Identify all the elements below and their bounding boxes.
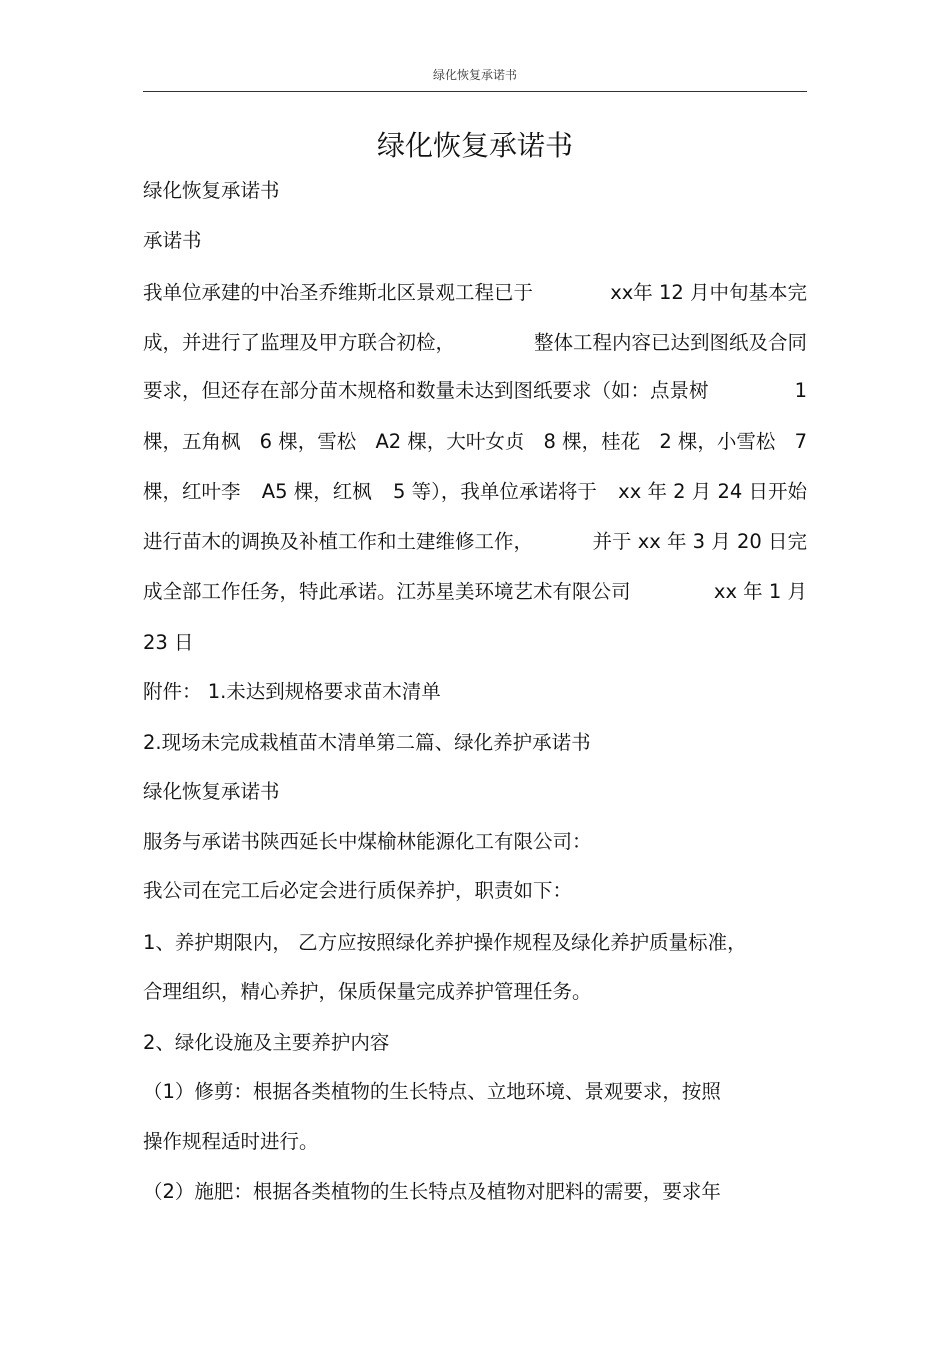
text-segment: 进行苗木的调换及补植工作和土建维修工作， (143, 530, 534, 553)
body-line: 我公司在完工后必定会进行质保养护，职责如下： (143, 879, 573, 902)
text-segment: 棵，五角枫 (143, 430, 241, 453)
text-segment: xx 年 1 月 (713, 580, 807, 603)
body-line: （2）施肥：根据各类植物的生长特点及植物对肥料的需要，要求年 (143, 1180, 721, 1203)
text-segment: A5 棵，红枫 (261, 480, 372, 503)
text-segment: 要求，但还存在部分苗木规格和数量未达到图纸要求（如：点景树 (143, 379, 709, 402)
section-heading: 绿化恢复承诺书 (143, 780, 280, 803)
text-segment: A2 棵，大叶女贞 (375, 430, 525, 453)
text-segment: 成，并进行了监理及甲方联合初检， (143, 331, 456, 354)
text-segment: 并于 xx 年 3 月 20 日完 (592, 530, 807, 553)
body-line: 2、绿化设施及主要养护内容 (143, 1031, 390, 1054)
paragraph-heading: 绿化恢复承诺书 (143, 179, 280, 202)
attachment-line: 2.现场未完成栽植苗木清单第二篇、绿化养护承诺书 (143, 731, 591, 754)
text-segment: 5 等），我单位承诺将于 (393, 480, 597, 503)
body-line (143, 429, 807, 455)
text-segment: xx 年 2 月 24 日开始 (618, 480, 807, 503)
body-line: 操作规程适时进行。 (143, 1130, 319, 1153)
paragraph-subheading: 承诺书 (143, 229, 202, 252)
body-line (143, 479, 807, 505)
body-line: （1）修剪：根据各类植物的生长特点、立地环境、景观要求，按照 (143, 1080, 721, 1103)
text-segment: 我单位承建的中冶圣乔维斯北区景观工程已于 (143, 281, 534, 304)
document-title: 绿化恢复承诺书 (376, 129, 573, 162)
text-segment: 整体工程内容已达到图纸及合同 (533, 331, 807, 354)
text-segment: 8 棵，桂花 (543, 430, 641, 453)
text-segment: xx年 12 月中旬基本完 (610, 281, 807, 304)
body-line: 1、养护期限内， 乙方应按照绿化养护操作规程及绿化养护质量标准， (143, 931, 747, 954)
header-divider (143, 91, 807, 92)
body-line (143, 529, 807, 555)
body-line (143, 579, 807, 605)
text-segment: 6 棵，雪松 (259, 430, 357, 453)
body-line (143, 378, 807, 404)
text-segment: 7 (794, 430, 807, 453)
text-segment: 成全部工作任务，特此承诺。江苏星美环境艺术有限公司 (143, 580, 631, 603)
body-line: 合理组织，精心养护，保质保量完成养护管理任务。 (143, 980, 592, 1003)
body-line (143, 330, 807, 356)
running-header: 绿化恢复承诺书 (432, 68, 517, 82)
attachment-line: 附件： 1.未达到规格要求苗木清单 (143, 680, 441, 703)
body-line: 23 日 (143, 631, 194, 654)
text-segment: 2 棵，小雪松 (659, 430, 776, 453)
body-line (143, 280, 807, 306)
body-line: 服务与承诺书陕西延长中煤榆林能源化工有限公司： (143, 830, 592, 853)
text-segment: 棵，红叶李 (143, 480, 241, 503)
text-segment: 1 (794, 379, 807, 402)
